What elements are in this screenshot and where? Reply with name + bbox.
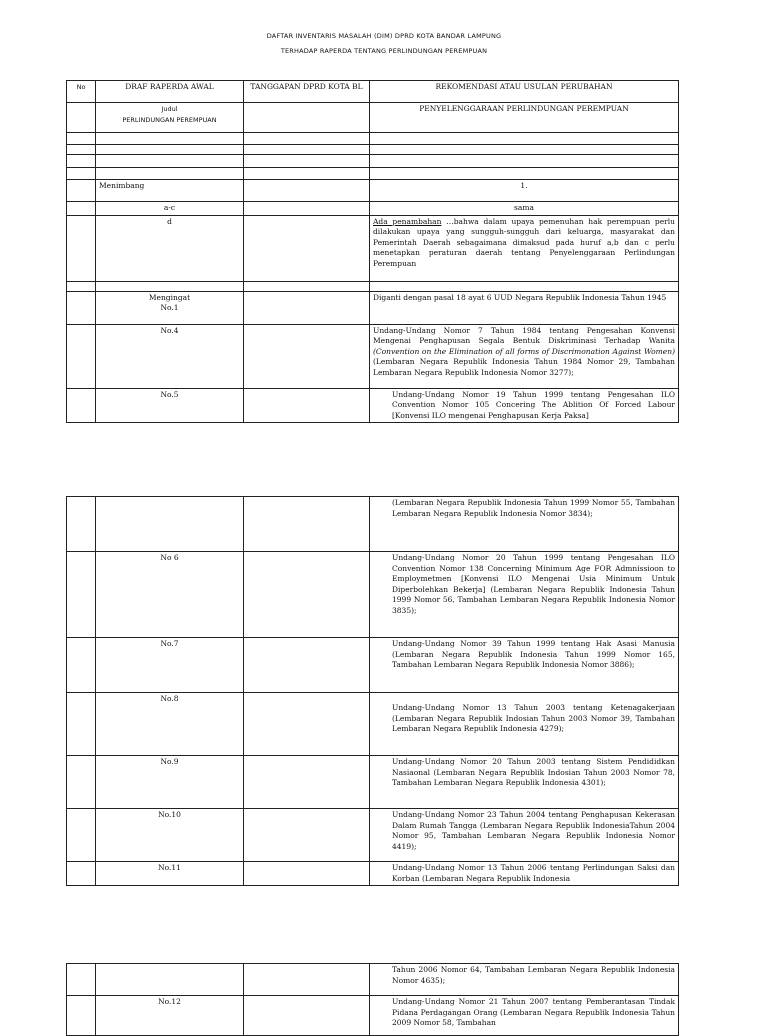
menimbang-ac-rec: sama [370, 202, 679, 216]
no4-text-a: Undang-Undang Nomor 7 Tahun 1984 tentang Pengesahan Konvensi Mengenai Penghapusan Segala Bentuk Diskriminasi Terhadap Wanita [373, 325, 675, 345]
judul-cell [96, 103, 244, 133]
dim-table-page-3 [66, 963, 679, 1036]
row-no: No 6 [96, 552, 244, 638]
row-text: Undang-Undang Nomor 21 Tahun 2007 tentang Pemberantasan Tindak Pidana Perdagangan Orang (Lembaran Negara Republik Indonesia Tahun 2009 Nomor 58, Tambahan [370, 996, 679, 1036]
row-text: Undang-Undang Nomor 20 Tahun 2003 tentang Sistem Pendididkan Nasiaonal (Lembaran Negara Republik Indosian Tahun 2003 Nomor 78, Tambahan Lembaran Negara Republik Indonesia 4301); [370, 756, 679, 809]
col-header-draf: DRAF RAPERDA AWAL [96, 81, 244, 103]
table-row-mengingat-4 [67, 324, 679, 388]
row-text: Undang-Undang Nomor 13 Tahun 2006 tentang Perlindungan Saksi dan Korban (Lembaran Negara Republik Indonesia [370, 862, 679, 886]
row-no: No.12 [96, 996, 244, 1036]
mengingat-no1: No.1 [160, 303, 179, 312]
col-header-tanggapan: TANGGAPAN DPRD KOTA BL [244, 81, 370, 103]
no4-text-b: (Lembaran Negara Republik Indonesia Tahun 1984 Nomor 29, Tambahan Lembaran Negara Republik Indonesia Nomor 3277); [373, 357, 675, 377]
menimbang-d-label: d [96, 215, 244, 281]
underlined-phrase: Ada penambahan [373, 216, 442, 226]
table-row [67, 809, 679, 862]
dim-table-page-2 [66, 496, 679, 886]
document-title: DAFTAR INVENTARIS MASALAH (DIM) DPRD KOTA BANDAR LAMPUNG [266, 32, 502, 40]
row-text: Undang-Undang Nomor 13 Tahun 2003 tentang Ketenagakerjaan (Lembaran Negara Republik Indosian Tahun 2003 Nomor 39, Tambahan Lembaran Negara Republik Indonesia 4279); [370, 693, 679, 756]
col-header-no: No [67, 81, 96, 103]
mengingat-no5-text: Undang-Undang Nomor 19 Tahun 1999 tentang Pengesahan ILO Convention Nomor 105 Concering The Ablition Of Forced Labour [Konvensi ILO mengenai Penghapusan Kerja Paksa] [370, 388, 679, 423]
row-text: Undang-Undang Nomor 20 Tahun 1999 tentang Pengesahan ILO Convention Nomor 138 Concerning Minimum Age FOR Admnissioon to Employmetmen [Konvensi ILO Mengenai Usia Minimum Untuk Diperbolehkan Bekerja] (Lembaran Negara Republik Indonesia Tahun 1999 Nomor 56, Tambahan Lembaran Negara Republik Indonesia Nomor 3835); [370, 552, 679, 638]
col-header-rekomendasi: REKOMENDASI ATAU USULAN PERUBAHAN [370, 81, 679, 103]
mengingat-cell [96, 291, 244, 324]
table-row [67, 552, 679, 638]
judul-rekomendasi: PENYELENGGARAAN PERLINDUNGAN PEREMPUAN [370, 103, 679, 133]
table-row [67, 168, 679, 180]
menimbang-d-rec [370, 215, 679, 281]
table-row [67, 638, 679, 693]
table-row-menimbang [67, 180, 679, 202]
row-no: No.7 [96, 638, 244, 693]
table-row [67, 281, 679, 291]
mengingat-no4-text [370, 324, 679, 388]
table-row [67, 862, 679, 886]
table-row [67, 756, 679, 809]
row-no: No.10 [96, 809, 244, 862]
judul-label: Judul [161, 105, 178, 113]
row-no: No.11 [96, 862, 244, 886]
menimbang-label: Menimbang [96, 180, 244, 202]
table-row [67, 133, 679, 145]
row-text: Undang-Undang Nomor 39 Tahun 1999 tentang Hak Asasi Manusia (Lembaran Negara Republik Indonesia Tahun 1999 Nomor 165, Tambahan Lembaran Negara Republik Indonesia Nomor 3886); [370, 638, 679, 693]
table-row-judul [67, 103, 679, 133]
table-row [67, 693, 679, 756]
judul-draf: PERLINDUNGAN PEREMPUAN [122, 115, 217, 124]
table-row [67, 155, 679, 168]
table-header-row [67, 81, 679, 103]
table-row [67, 497, 679, 552]
table-row [67, 996, 679, 1036]
mengingat-label: Mengingat [148, 292, 191, 302]
mengingat-no1-text: Diganti dengan pasal 18 ayat 6 UUD Negara Republik Indonesia Tahun 1945 [370, 291, 679, 324]
table-row [67, 964, 679, 996]
row-text: Tahun 2006 Nomor 64, Tambahan Lembaran Negara Republik Indonesia Nomor 4635); [370, 964, 679, 996]
document-subtitle: TERHADAP RAPERDA TENTANG PERLINDUNGAN PEREMPUAN [280, 47, 488, 55]
no4-text-italic: (Convention on the Elimination of all forms of Discrimonation Against Women) [373, 346, 675, 356]
table-row-menimbang-ac [67, 202, 679, 216]
row-no [96, 964, 244, 996]
menimbang-d-text: …bahwa dalam upaya pemenuhan hak perempuan perlu dilakukan upaya yang sungguh-sungguh dari keluarga, masyarakat dan Pemerintah Daerah sebagaimana dimaksud pada huruf a,b dan c perlu menetapkan peraturan daerah tentang Penyelenggaraan Perlindungan Perempuan [373, 216, 675, 268]
row-text: (Lembaran Negara Republik Indonesia Tahun 1999 Nomor 55, Tambahan Lembaran Negara Republik Indonesia Nomor 3834); [370, 497, 679, 552]
row-no: No.9 [96, 756, 244, 809]
table-row-mengingat-1 [67, 291, 679, 324]
row-no [96, 497, 244, 552]
mengingat-no4: No.4 [96, 324, 244, 388]
mengingat-no5: No.5 [96, 388, 244, 423]
menimbang-ac-label: a-c [96, 202, 244, 216]
table-row-menimbang-d [67, 215, 679, 281]
table-row-mengingat-5 [67, 388, 679, 423]
row-text: Undang-Undang Nomor 23 Tahun 2004 tentang Penghapusan Kekerasan Dalam Rumah Tangga (Lembaran Negara Republik IndonesiaTahun 2004 Nomor 95, Tambahan Lembaran Negara Republik Indonesia Nomor 4419); [370, 809, 679, 862]
dim-table-page-1 [66, 80, 679, 423]
table-row [67, 145, 679, 155]
row-no: No.8 [96, 693, 244, 756]
menimbang-item: 1. [370, 180, 679, 202]
